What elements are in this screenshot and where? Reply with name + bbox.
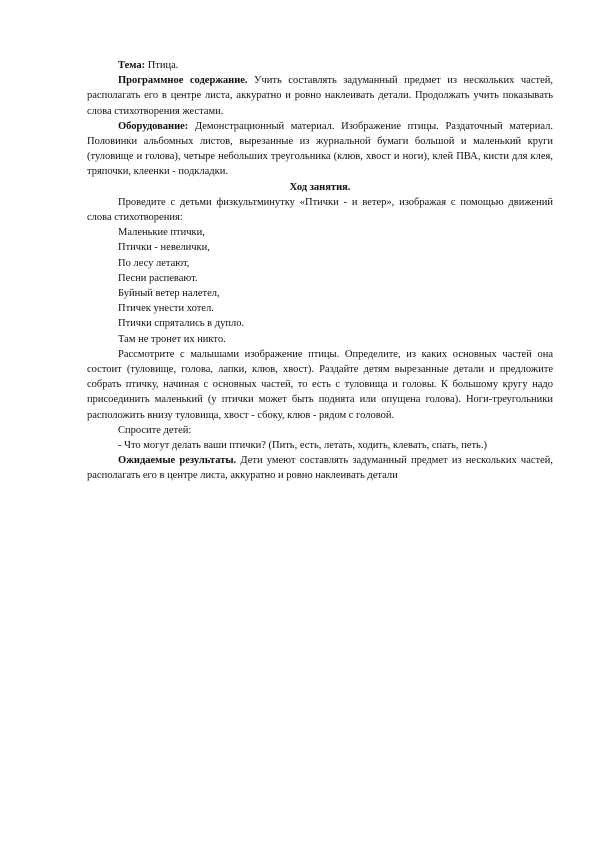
ask-line: Спросите детей:	[118, 424, 192, 436]
equipment-paragraph	[87, 119, 553, 180]
poem-line: Песни распевают.	[118, 272, 198, 284]
question-line: - Что могут делать ваши птички? (Пить, есть, летать, ходить, клевать, спать, петь.)	[118, 440, 487, 452]
intro-paragraph: Проведите с детьми физкультминутку «Птички - и ветер», изображая с помощью движений слова стихотворения:	[87, 196, 553, 224]
poem-line: Птичек унести хотел.	[118, 303, 214, 315]
poem-line: По лесу летают,	[118, 257, 190, 269]
lesson-heading: Ход занятия.	[289, 181, 351, 193]
results-text: Дети умеют составлять задуманный предмет из нескольких частей, располагать его в центре листа, аккуратно и ровно наклеивать детали	[87, 455, 554, 482]
program-content-text: Учить составлять задуманный предмет из нескольких частей, располагать его в центре листа, аккуратно и ровно наклеивать детали. Продолжать учить показывать слова стихотворения жестами.	[87, 75, 553, 117]
poem-block	[87, 225, 553, 347]
poem-line: Маленькие птички,	[118, 227, 205, 239]
topic-label: Тема:	[118, 60, 146, 71]
topic-line	[87, 58, 553, 73]
program-content-label: Программное содержание.	[118, 75, 248, 87]
equipment-label: Оборудование:	[118, 120, 189, 132]
results-label: Ожидаемые результаты.	[118, 455, 237, 467]
poem-line: Там не тронет их никто.	[118, 333, 226, 345]
topic-text: Птица.	[145, 60, 179, 71]
equipment-text: Демонстрационный материал. Изображение птицы. Раздаточный материал. Половинки альбомных листов, вырезанные из журнальной бумаги большой и маленький круги (туловище и голова), четыре небольших треугольника (клюв, хвост и ноги), клей ПВА, кисти для клея, тряпочки, клеенки - подкладки.	[87, 120, 553, 178]
poem-line: Буйный ветер налетел,	[118, 288, 220, 300]
results-paragraph	[87, 453, 553, 483]
program-content-paragraph	[87, 73, 553, 119]
poem-line: Птички спрятались в дупло.	[118, 318, 245, 330]
document-page	[87, 58, 553, 484]
poem-line: Птички - невелички,	[118, 242, 210, 254]
body-paragraph: Рассмотрите с малышами изображение птицы. Определите, из каких основных частей она состоит (туловище, голова, лапки, клюв, хвост). Раздайте детям вырезанные детали и предложите собрать птичку, начиная с основных частей, то есть с туловища и головы. К большому кругу надо присоединить маленький (у птички может быть поднята или опущена голова). Ноги-треугольники расположить внизу туловища, хвост - сбоку, клюв - рядом с головой.	[87, 348, 553, 421]
